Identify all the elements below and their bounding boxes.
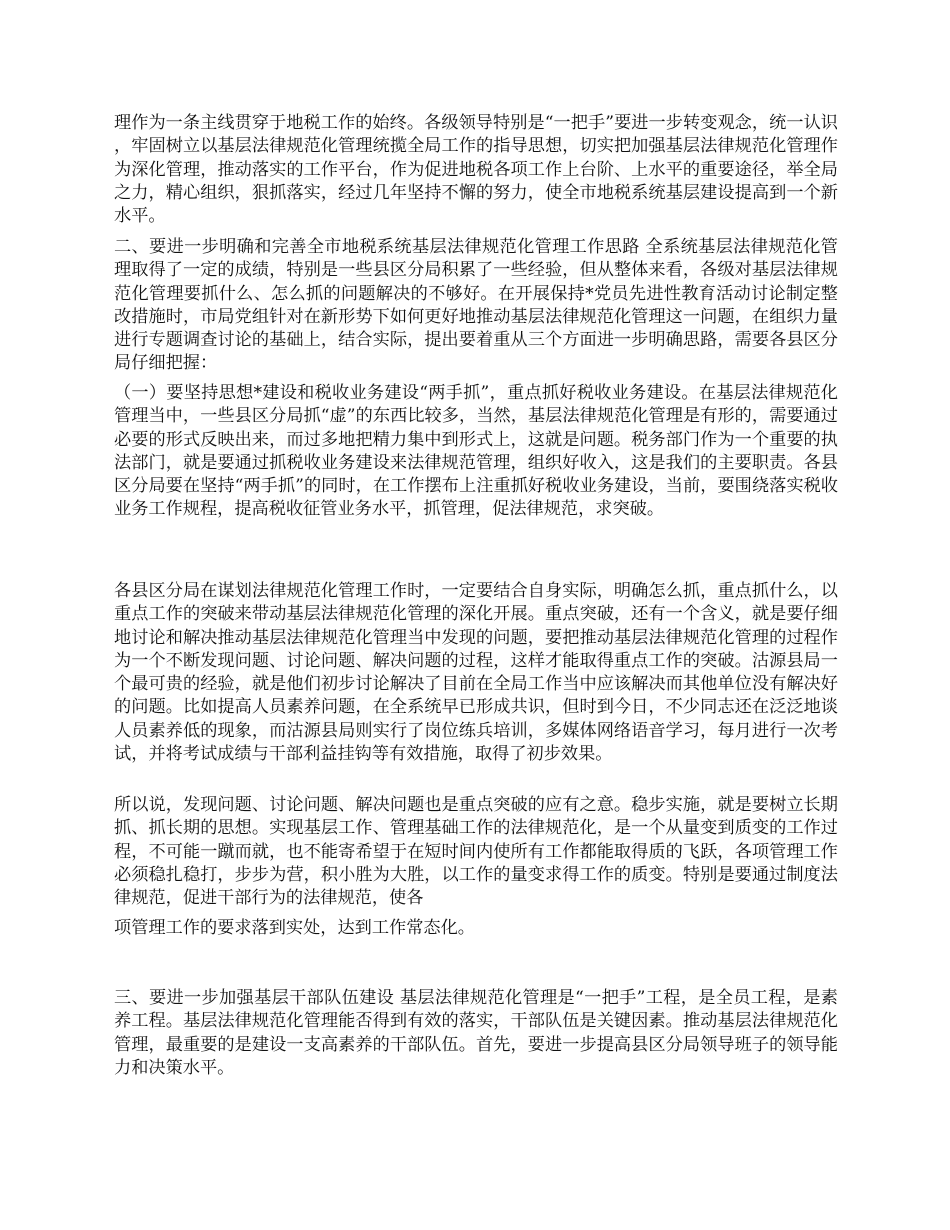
- body-paragraph: 理作为一条主线贯穿于地税工作的始终。各级领导特别是“一把手”要进一步转变观念，统一认识，牢固树立以基层法律规范化管理统揽全局工作的指导思想，切实把加强基层法律规范化管理作为深化管理，推动落实的工作平台，作为促进地税各项工作上台阶、上水平的重要途径，举全局之力，精心组织，狠抓落实，经过几年坚持不懈的努力，使全市地税系统基层建设提高到一个新水平。: [114, 113, 838, 227]
- subsection-one-paragraph: （一）要坚持思想*建设和税收业务建设“两手抓”，重点抓好税收业务建设。在基层法律规范化管理当中，一些县区分局抓“虚”的东西比较多，当然，基层法律规范化管理是有形的，需要通过必要的形式反映出来，而过多地把精力集中到形式上，这就是问题。税务部门作为一个重要的执法部门，就是要通过抓税收业务建设来法律规范管理，组织好收入，这是我们的主要职责。各县区分局要在坚持“两手抓”的同时，在工作摆布上注重抓好税收业务建设，当前，要围绕落实税收业务工作规程，提高税收征管业务水平，抓管理，促法律规范，求突破。: [114, 383, 838, 520]
- body-paragraph: 项管理工作的要求落到实处，达到工作常态化。: [114, 918, 475, 938]
- section-two-paragraph: 二、要进一步明确和完善全市地税系统基层法律规范化管理工作思路 全系统基层法律规范化管理取得了一定的成绩，特别是一些县区分局积累了一些经验，但从整体来看，各级对基层法律规范化管理要抓什么、怎么抓的问题解决的不够好。在开展保持*党员先进性教育活动讨论制定整改措施时，市局党组针对在新形势下如何更好地推动基层法律规范化管理这一问题，在组织力量进行专题调查讨论的基础上，结合实际，提出要着重从三个方面进一步明确思路，需要各县区分局仔细把握：: [114, 237, 838, 374]
- body-paragraph: 所以说，发现问题、讨论问题、解决问题也是重点突破的应有之意。稳步实施，就是要树立长期抓、抓长期的思想。实现基层工作、管理基础工作的法律规范化，是一个从量变到质变的工作过程，不可能一蹴而就，也不能寄希望于在短时间内使所有工作都能取得质的飞跃，各项管理工作必须稳扎稳打，步步为营，积小胜为大胜，以工作的量变求得工作的质变。特别是要通过制度法律规范，促进干部行为的法律规范，使各: [114, 795, 838, 909]
- section-three-paragraph: 三、要进一步加强基层干部队伍建设 基层法律规范化管理是“一把手”工程，是全员工程，是素养工程。基层法律规范化管理能否得到有效的落实，干部队伍是关键因素。推动基层法律规范化管理，最重要的是建设一支高素养的干部队伍。首先，要进一步提高县区分局领导班子的领导能力和决策水平。: [114, 988, 838, 1078]
- body-paragraph: 各县区分局在谋划法律规范化管理工作时，一定要结合自身实际，明确怎么抓，重点抓什么，以重点工作的突破来带动基层法律规范化管理的深化开展。重点突破，还有一个含义，就是要仔细地讨论和解决推动基层法律规范化管理当中发现的问题，要把推动基层法律规范化管理的过程作为一个不断发现问题、讨论问题、解决问题的过程，这样才能取得重点工作的突破。沽源县局一个最可贵的经验，就是他们初步讨论解决了目前在全局工作当中应该解决而其他单位没有解决好的问题。比如提高人员素养问题，在全系统早已形成共识，但时到今日，不少同志还在泛泛地谈人员素养低的现象，而沽源县局则实行了岗位练兵培训，多媒体网络语音学习，每月进行一次考试，并将考试成绩与干部利益挂钩等有效措施，取得了初步效果。: [114, 581, 838, 765]
